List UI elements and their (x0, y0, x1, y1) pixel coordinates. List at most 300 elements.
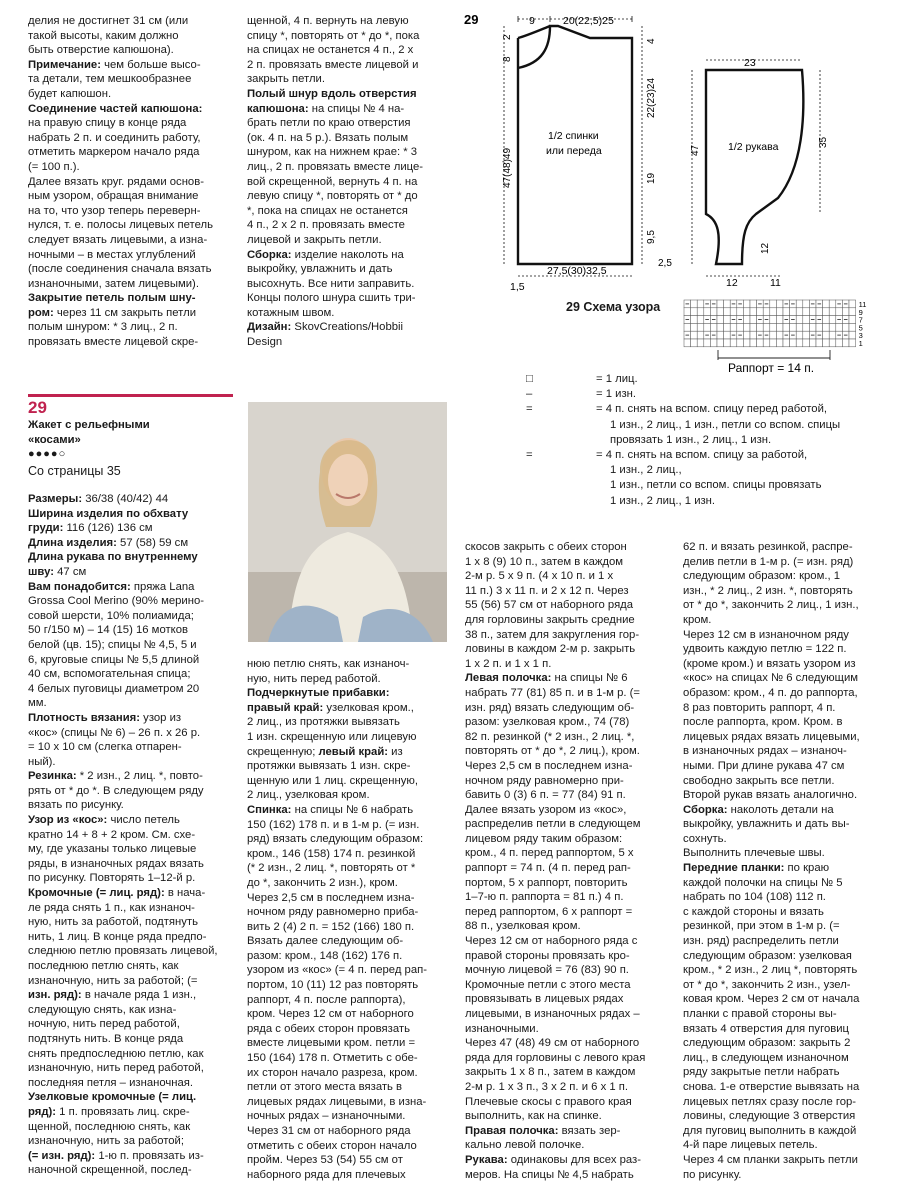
chart-cell (750, 339, 757, 347)
text-column-2-bottom (247, 657, 452, 1182)
chart-cell (763, 339, 770, 347)
text-line: изн., * 2 лиц., 2 изн. *, повторять (683, 584, 853, 597)
chart-cell (730, 323, 737, 331)
text-line: провязать вместе лицевой скре- (28, 336, 199, 349)
chart-cell (763, 308, 770, 316)
chart-row-number: 11 (858, 300, 867, 309)
legend-text: = 1 изн. (596, 388, 637, 401)
chart-cell (783, 339, 790, 347)
text-line: 1–7-ю п. раппорта = 81 п.) 4 п. (465, 891, 624, 904)
text-line: рять от * до *. В следующем ряду (28, 784, 204, 797)
text-line: та детали, тем мешкообразнее (28, 73, 192, 86)
chart-cell (842, 339, 849, 347)
chart-cell (803, 323, 810, 331)
chart-cell (849, 316, 856, 324)
chart-cell (757, 323, 764, 331)
text-line: Резинка: * 2 изн., 2 лиц. *, повто- (28, 770, 203, 783)
text-line: портом, 5 х раппорт, повторить (465, 876, 628, 889)
text-line: шнуром, как на нижнем крае: * 3 (247, 146, 418, 159)
article-number: 29 (28, 398, 47, 417)
chart-cell (710, 308, 717, 316)
dim-left-8: 8 (502, 56, 513, 62)
text-line: ную, нить перед работой. (247, 672, 381, 685)
chart-cell (816, 339, 823, 347)
model-photo (248, 402, 447, 642)
text-line: 38 п., затем для закругления гор- (465, 628, 640, 641)
article-source: Со страницы 35 (28, 463, 121, 478)
text-line: нить, 1 лиц. В конце ряда предпо- (28, 930, 207, 943)
legend-text: 1 изн., 2 лиц., 1 изн. (610, 494, 716, 507)
stitch-chart (680, 298, 885, 378)
text-line: лицевой и закрыть петли. (247, 233, 382, 246)
text-line: правой стороны провязать кро- (465, 949, 630, 962)
chart-cell (776, 316, 783, 324)
text-line: 6, круговые спицы № 5,5 длиной (28, 653, 200, 666)
chart-cell (823, 331, 830, 339)
text-line: делив петли в 1-м р. (= изн. ряд) (683, 555, 854, 568)
chart-cell (842, 308, 849, 316)
sleeve-top-dim: 23 (744, 57, 756, 69)
sleeve-bottom-dim-1: 12 (726, 277, 738, 289)
body-label-1: 1/2 спинки (548, 130, 599, 142)
text-line: лицевом ряду таким образом: (465, 832, 623, 845)
text-line: ряд): 1 п. провязать лиц. скре- (28, 1105, 190, 1118)
text-line: на спицах не останется 4 п., 2 х (247, 44, 414, 57)
chart-cell (770, 300, 777, 308)
text-line: ным узором, обращая внимание (28, 190, 199, 203)
text-line: 2 лиц., из протяжки вывязать (247, 716, 400, 729)
text-line: на то, что узор теперь переверн- (28, 204, 201, 217)
text-line: 2 п. провязать вместе лицевой и (247, 58, 419, 71)
text-line: ковая кром. Через 2 см от начала (683, 993, 860, 1006)
text-line: свободно закрыть все петли. (683, 774, 835, 787)
legend-text: = 1 лиц. (596, 373, 638, 385)
chart-cell (750, 308, 757, 316)
text-line: Плотность вязания: узор из (28, 711, 182, 724)
chart-cell (691, 308, 698, 316)
text-line: ловины, следующие 3 отверстия (683, 1110, 856, 1123)
text-line: (= изн. ряд): 1-ю п. провязать из- (28, 1149, 204, 1162)
text-line: выкройку, увлажнить и дать вы- (683, 818, 850, 831)
text-line: му, где указаны только лицевые (28, 843, 197, 856)
text-line: ный). (28, 755, 56, 768)
dim-right-2-5: 2,5 (658, 258, 672, 269)
chart-cell (743, 300, 750, 308)
text-line: разом: кром., 148 (162) 176 п. (247, 949, 403, 962)
chart-cell (697, 300, 704, 308)
chart-cell (743, 308, 750, 316)
chart-cell (724, 323, 731, 331)
chart-cell (757, 308, 764, 316)
text-line: следующую снять, как изна- (28, 1003, 177, 1016)
chart-cell (770, 323, 777, 331)
chart-row-number: 1 (858, 339, 863, 348)
chart-cell (697, 323, 704, 331)
text-line: (после соединения сначала вязать (28, 263, 212, 276)
text-line: снова. 1-е отверстие вывязать на (683, 1080, 860, 1093)
text-line: раппорт, 4 п. после раппорта), (247, 993, 406, 1006)
body-label-2: или переда (546, 145, 602, 157)
text-line: 4 белых пуговицы диаметром 20 (28, 682, 200, 695)
article-title-line1: Жакет с рельефными (28, 419, 150, 431)
chart-cell (803, 316, 810, 324)
text-line: лицевых рядах вязать лицевыми, (683, 730, 860, 743)
article-header (28, 418, 238, 478)
text-line: Передние планки: по краю (683, 862, 830, 875)
chart-cell (770, 316, 777, 324)
text-line: вить 2 (4) 2 п. = 152 (166) 180 п. (247, 920, 415, 933)
chart-cell (684, 339, 691, 347)
text-line: «кос» на спицах № 6 следующим (683, 672, 859, 685)
text-line: *, пока на спицах не останется (247, 204, 408, 217)
text-line: Сборка: изделие наколоть на (247, 248, 404, 261)
text-line: Далее вязать узором из «кос», (465, 803, 627, 816)
chart-cell (796, 339, 803, 347)
chart-cell (849, 308, 856, 316)
text-line: выкройку, увлажнить и дать (247, 263, 393, 276)
text-line: быть отверстие капюшона). (28, 44, 174, 57)
text-line: совой шерсти, 10% полиамида; (28, 609, 194, 622)
text-line: по рисунку. Повторять 1–12-й р. (28, 872, 196, 885)
text-line: 88 п., узелковая кром. (465, 920, 581, 933)
text-line: ром: через 11 см закрыть петли (28, 306, 197, 319)
text-line: = 10 х 10 см (слегка отпарен- (28, 741, 182, 754)
chart-cell (717, 323, 724, 331)
chart-cell (823, 339, 830, 347)
text-line: левую спицу *, повторять от * до (247, 190, 418, 203)
text-line: Кромочные (= лиц. ряд): в нача- (28, 887, 206, 900)
text-line: в изнаночных рядах – изнаноч- (683, 745, 847, 758)
text-line: будет капюшон. (28, 87, 112, 100)
text-line: набрать 77 (81) 85 п. и в 1-м р. (= (465, 686, 640, 699)
chart-cell (836, 323, 843, 331)
text-line: до *, закончить 2 изн.), кром. (247, 876, 398, 889)
chart-cell (697, 316, 704, 324)
chart-cell (724, 316, 731, 324)
text-line: наборного ряда для плечевых (247, 1168, 406, 1181)
text-line: изнаночную, нить перед работой, (28, 1062, 204, 1075)
text-line: следнюю петлю провязать лицевой, (28, 945, 218, 958)
text-line: отметить с обеих сторон начало (247, 1139, 417, 1152)
chart-cell (776, 323, 783, 331)
text-line: 1 изн. скрещенную или лицевую (247, 730, 417, 743)
chart-cell (829, 323, 836, 331)
text-line: 150 (164) 178 п. Отметить с обе- (247, 1052, 418, 1065)
text-line: разом: узелковая кром., 74 (78) (465, 716, 630, 729)
text-line: 55 (56) 57 см от наборного ряда (465, 599, 634, 612)
chart-cell (717, 300, 724, 308)
text-line: ряда с обеих сторон провязать (247, 1022, 410, 1035)
text-line: Спинка: на спицы № 6 набрать (247, 803, 414, 816)
chart-cell (750, 300, 757, 308)
legend-symbol: = (526, 449, 533, 461)
chart-cell (724, 339, 731, 347)
text-line: изн. ряд) распределить петли (683, 935, 839, 948)
sleeve-right-dim: 35 (818, 136, 829, 148)
chart-cell (823, 300, 830, 308)
chart-cell (743, 331, 750, 339)
text-column-4-bottom (683, 540, 888, 1182)
text-line: 4 п., 2 х 2 п. провязать вместе (247, 219, 405, 232)
text-line: Через 12 см в изнаночном ряду (683, 628, 849, 641)
text-line: вязать 4 отверстия для пуговиц (683, 1022, 850, 1035)
chart-cell (776, 331, 783, 339)
text-line: 8 раз повторить раппорт, 4 п. (683, 701, 836, 714)
text-line: на правую спицу в конце ряда (28, 117, 187, 130)
text-line: Grossa Cool Merino (90% мерино- (28, 595, 205, 608)
chart-cell (776, 339, 783, 347)
legend-text: 1 изн., 2 лиц., (610, 464, 682, 477)
chart-cell (796, 323, 803, 331)
text-line: ловины в каждом 2-м р. закрыть (465, 643, 636, 656)
text-line: повторять от * до *, 2 лиц.), кром. (465, 745, 640, 758)
text-line: щенную или 1 лиц. скрещенную, (247, 774, 418, 787)
text-line: Через 4 см планки закрыть петли (683, 1153, 858, 1166)
text-line: Через 12 см от наборного ряда с (465, 935, 638, 948)
text-line: мм. (28, 697, 47, 710)
text-line: кально левой полочке. (465, 1139, 585, 1152)
chart-cell (836, 339, 843, 347)
chart-cell (750, 323, 757, 331)
text-line: Сборка: наколоть детали на (683, 803, 834, 816)
text-line: Длина изделия: 57 (58) 59 см (28, 536, 189, 549)
text-line: Через 31 см от наборного ряда (247, 1125, 411, 1137)
text-line: кром., 146 (158) 174 п. резинкой (247, 847, 416, 860)
chart-row-number: 3 (858, 331, 863, 341)
chart-cell (743, 339, 750, 347)
garment-schematic (460, 8, 890, 300)
text-line: ночную, нить перед работой, (28, 1018, 180, 1031)
text-line: груди: 116 (126) 136 см (28, 522, 153, 535)
chart-cell (704, 323, 711, 331)
chart-cell (796, 316, 803, 324)
text-line: узором из «кос» (= 4 п. перед рап- (247, 964, 427, 977)
text-line: ле ряда снять 1 п., как изнаноч- (28, 901, 195, 914)
text-line: 62 п. и вязать резинкой, распре- (683, 541, 853, 553)
dim-bottom-width: 27,5(30)32,5 (547, 265, 607, 277)
chart-cell (809, 323, 816, 331)
text-line: лицевых петлях сразу после гор- (683, 1095, 857, 1108)
chart-cell (770, 339, 777, 347)
text-line: последнюю петлю снять, как (28, 960, 179, 972)
chart-cell (809, 308, 816, 316)
text-line: Через 47 (48) 49 см от наборного (465, 1037, 640, 1050)
chart-cell (770, 331, 777, 339)
text-line: ночными – в местах углублений (28, 248, 196, 261)
chart-cell (743, 316, 750, 324)
chart-cell (737, 339, 744, 347)
chart-cell (803, 308, 810, 316)
text-line: высохнуть. Все нити заправить. (247, 277, 415, 290)
chart-cell (790, 323, 797, 331)
text-line: Левая полочка: на спицы № 6 (465, 672, 628, 685)
text-line: снять предпоследнюю петлю, как (28, 1047, 204, 1060)
chart-cell (823, 323, 830, 331)
text-line: изнаночную, нить за работой; (= (28, 974, 198, 987)
text-line: лицевых рядах лицевыми, в изна- (247, 1095, 427, 1108)
text-line: изн. ряд) вязать следующим об- (465, 701, 635, 714)
chart-cell (717, 308, 724, 316)
text-line: Плечевые скосы с правого края (465, 1095, 632, 1108)
text-line: Дизайн: SkovCreations/Hobbii (247, 321, 404, 334)
text-line: вязать по рисунку. (28, 799, 124, 812)
text-line: спицу *, повторять от * до *, пока (247, 29, 420, 42)
text-line: скрещенную; левый край: из (247, 745, 403, 758)
chart-cell (717, 331, 724, 339)
text-line: каждой полочки на спицы № 5 (683, 876, 843, 889)
text-line: ночном ряду равномерно приба- (247, 906, 419, 919)
text-line: выполнить, как на спинке. (465, 1110, 602, 1123)
dim-right-9-5: 9,5 (646, 230, 657, 244)
text-line: бавить 0 (3) 6 п. = 77 (84) 91 п. (465, 789, 626, 802)
text-line: 2 лиц., узелковая кром. (247, 789, 370, 802)
chart-cell (730, 308, 737, 316)
chart-cell (796, 300, 803, 308)
repeat-bracket (718, 350, 830, 360)
chart-cell (790, 339, 797, 347)
text-line: после раппорта, кром. Кром. в (683, 716, 843, 729)
text-line: с каждой стороны и вязать (683, 905, 824, 918)
text-line: ряды, в изнаночных рядах вязать (28, 857, 204, 870)
text-line: (* 2 изн., 2 лиц. *, повторять от * (247, 862, 416, 875)
chart-cell (704, 308, 711, 316)
chart-cell (684, 308, 691, 316)
sleeve-label: 1/2 рукава (728, 141, 779, 153)
dim-left-2: 2 (502, 34, 513, 40)
text-line: лицевыми, в изнаночных рядах – (465, 1008, 640, 1020)
text-line: Design (247, 336, 283, 349)
text-line: 11 п.) 3 х 11 п. и 2 х 12 п. Через (465, 584, 629, 597)
text-line: капюшона: на спицы № 4 на- (247, 102, 405, 115)
text-line: ночных рядах – изнаночными. (247, 1110, 406, 1123)
text-line: следующим образом: кром., 1 (683, 570, 841, 583)
chart-cell (829, 308, 836, 316)
text-line: наночной скрещенной, послед- (28, 1164, 192, 1177)
text-line: 40 см, вспомогательная спица; (28, 668, 191, 681)
chart-cell (816, 323, 823, 331)
text-line: Вязать далее следующим об- (247, 935, 404, 948)
text-line: ряд) вязать следующим образом: (247, 833, 424, 846)
dim-bottom-edge: 1,5 (510, 281, 525, 293)
chart-cell (770, 308, 777, 316)
text-line: Примечание: чем больше высо- (28, 58, 201, 71)
text-line: кром. (683, 613, 712, 626)
text-line: сохнуть. (683, 832, 727, 845)
text-line: удвоить каждую петлю = 122 п. (683, 643, 847, 656)
chart-cell (796, 331, 803, 339)
chart-cell (737, 308, 744, 316)
chart-cell (697, 331, 704, 339)
dim-top-shoulder: 20(22,5)25 (563, 15, 614, 27)
chart-cell (803, 339, 810, 347)
text-line: Размеры: 36/38 (40/42) 44 (28, 493, 169, 505)
chart-cell (783, 323, 790, 331)
text-line: по рисунку. (683, 1168, 742, 1181)
text-line: изнаночную, нить за работой; (28, 1135, 185, 1148)
text-line: такой высоты, каким должно (28, 29, 179, 42)
text-line: (= 100 п.). (28, 160, 80, 173)
text-line: 1 х 8 (9) 10 п., затем в каждом (465, 555, 624, 568)
text-line: Вам понадобится: пряжа Lana (28, 580, 195, 593)
text-line: изнаночными, затем лицевыми). (28, 277, 199, 290)
text-line: брать петли по краю отверстия (247, 117, 411, 130)
text-line: Выполнить плечевые швы. (683, 847, 825, 860)
chart-cell (823, 308, 830, 316)
chart-cell (849, 331, 856, 339)
chart-repeat-label: Раппорт = 14 п. (728, 361, 815, 375)
text-line: щенной, последнюю снять, как (28, 1120, 191, 1133)
text-line: Закрытие петель полым шну- (28, 292, 196, 305)
text-line: пройм. Через 53 (54) 55 см от (247, 1154, 403, 1167)
chart-cell (790, 308, 797, 316)
text-line: 150 (162) 178 п. и в 1-м р. (= изн. (247, 818, 420, 831)
chart-cell (691, 323, 698, 331)
chart-cell (697, 339, 704, 347)
text-line: Кромочные петли с этого места (465, 978, 631, 991)
legend-text: = 4 п. снять на вспом. спицу перед работой, (596, 403, 828, 416)
dim-right-armhole: 22(23)24 (646, 77, 657, 118)
article-title-line2: «косами» (28, 433, 81, 446)
chart-cell (750, 331, 757, 339)
text-column-1-bottom (28, 492, 233, 1178)
sleeve-bottom-dim-2: 11 (770, 277, 781, 289)
text-line: Полый шнур вдоль отверстия (247, 87, 417, 100)
chart-cell (697, 308, 704, 316)
text-column-2-top (247, 14, 447, 350)
dim-top-neck: 9 (529, 15, 535, 27)
schematic-number: 29 (464, 12, 479, 27)
chart-cell (849, 300, 856, 308)
text-line: 2-м р. 5 х 9 п. (4 х 10 п. и 1 х (465, 570, 614, 583)
legend-text: провязать 1 изн., 2 лиц., 1 изн. (610, 433, 772, 446)
text-line: следующим образом: узелковая (683, 949, 852, 962)
chart-cell (724, 308, 731, 316)
text-line: ночном ряду равномерно при- (465, 774, 624, 787)
text-line: Узор из «кос»: число петель (28, 814, 180, 827)
text-line: (ок. 4 п. на 5 р.). Вязать полым (247, 131, 409, 144)
chart-cell (842, 323, 849, 331)
chart-cell (829, 300, 836, 308)
text-line: Правая полочка: вязать зер- (465, 1124, 621, 1137)
chart-cell (829, 316, 836, 324)
text-line: скосов закрыть с обеих сторон (465, 541, 627, 553)
text-line: Концы полого шнура сшить три- (247, 292, 416, 305)
chart-cell (743, 323, 750, 331)
text-line: резинкой, при этом в 1-м р. (= (683, 920, 840, 933)
chart-cell (730, 339, 737, 347)
text-line: протяжки вывязать 1 изн. скре- (247, 760, 411, 773)
text-line: 2-м р. 1 х 3 п., 3 х 2 п. и 6 х 1 п. (465, 1080, 629, 1093)
text-line: Через 2,5 см в последнем изна- (465, 759, 633, 772)
sleeve-left-dim: 47 (690, 144, 701, 156)
chart-cell (796, 308, 803, 316)
dim-right-19: 19 (646, 172, 657, 184)
chart-row-number: 7 (858, 315, 863, 325)
text-column-1-top (28, 14, 228, 350)
chart-cell (710, 339, 717, 347)
text-line: 50 г/150 м) – 14 (15) 16 мотков (28, 624, 189, 637)
text-line: ряду закрытые петли набрать (683, 1066, 840, 1079)
text-line: закрыть 1 х 8 п., затем в каждом (465, 1066, 636, 1079)
stitch-chart-title: 29 Схема узора (566, 300, 661, 314)
text-line: портом, 10 (11) 12 раз повторять (247, 979, 419, 992)
text-line: вой скрещенной, вернуть 4 п. на (247, 175, 418, 188)
text-line: закрыть петли. (247, 73, 325, 86)
text-line: набрать по 104 (108) 112 п. (683, 891, 826, 904)
difficulty-dots: ●●●●○ (28, 448, 67, 461)
chart-cell (816, 308, 823, 316)
text-line: Далее вязать круг. рядами основ- (28, 175, 204, 188)
